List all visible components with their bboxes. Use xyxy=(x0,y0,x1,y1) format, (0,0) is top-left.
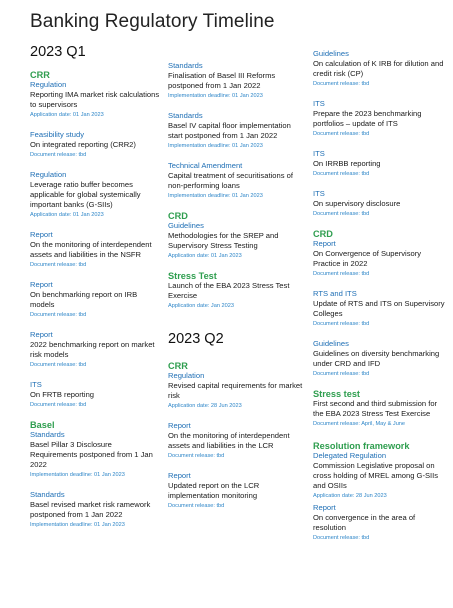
timeline-entry xyxy=(30,130,160,160)
entry-text: On benchmarking report on IRB models xyxy=(30,290,138,309)
entry-text: On integrated reporting (CRR2) xyxy=(30,140,136,149)
entry-text: Prepare the 2023 benchmarking portfolios – update of ITS xyxy=(313,109,422,128)
entry-date: Application date: 28 Jun 2023 xyxy=(313,493,387,499)
entry-date: Application date: 28 Jun 2023 xyxy=(168,403,242,409)
entry-date: Document release: tbd xyxy=(168,453,225,459)
group-stress-test: Stress Test xyxy=(168,271,217,281)
timeline-entry xyxy=(313,399,445,429)
group-crd: CRD xyxy=(313,229,333,239)
group-crr: CRR xyxy=(30,70,50,80)
entry-date: Document release: tbd xyxy=(30,262,87,268)
column-2 xyxy=(168,61,306,521)
entry-category: Report xyxy=(30,230,53,239)
timeline-entry xyxy=(30,230,160,270)
timeline-entry xyxy=(168,371,306,411)
entry-text: 2022 benchmarking report on market risk models xyxy=(30,340,155,359)
timeline-entry xyxy=(168,111,306,151)
entry-text: Leverage ratio buffer becomes applicable for global systemically important banks (G-SIIs) xyxy=(30,180,141,209)
entry-text: Basel IV capital floor implementation start postponed from 1 Jan 2022 xyxy=(168,121,291,140)
entry-text: Capital treatment of securitisations of non-performing loans xyxy=(168,171,293,190)
entry-date: Document release: tbd xyxy=(313,211,370,217)
entry-date: Document release: tbd xyxy=(313,321,370,327)
entry-category: RTS and ITS xyxy=(313,289,357,298)
column-1 xyxy=(30,44,160,540)
entry-category: ITS xyxy=(313,149,325,158)
timeline-entry xyxy=(168,281,306,311)
timeline-entry xyxy=(313,503,445,543)
entry-text: Methodologies for the SREP and Supervisory Stress Testing xyxy=(168,231,279,250)
timeline-entry xyxy=(313,49,445,89)
timeline-entry xyxy=(30,80,160,120)
entry-category: Report xyxy=(30,330,53,339)
entry-text: Guidelines on diversity benchmarking under CRD and IFD xyxy=(313,349,440,368)
timeline-entry xyxy=(30,170,160,220)
entry-category: Regulation xyxy=(30,170,67,179)
entry-category: Regulation xyxy=(30,80,67,89)
entry-category: Regulation xyxy=(168,371,205,380)
entry-category: Standards xyxy=(30,430,65,439)
group-resolution-framework: Resolution framework xyxy=(313,441,410,451)
entry-text: Launch of the EBA 2023 Stress Test Exercise xyxy=(168,281,290,300)
entry-category: ITS xyxy=(30,380,42,389)
timeline-entry xyxy=(313,451,445,501)
entry-date: Implementation deadline: 01 Jan 2023 xyxy=(168,143,263,149)
entry-date: Implementation deadline: 01 Jan 2023 xyxy=(30,472,125,478)
entry-category: Delegated Regulation xyxy=(313,451,387,460)
entry-date: Document release: tbd xyxy=(30,362,87,368)
entry-date: Document release: tbd xyxy=(313,271,370,277)
entry-category: Report xyxy=(30,280,53,289)
timeline-entry xyxy=(30,280,160,320)
entry-date: Application date: 01 Jan 2023 xyxy=(30,112,104,118)
timeline-entry xyxy=(168,221,306,261)
entry-date: Document release: tbd xyxy=(168,503,225,509)
entry-date: Document release: tbd xyxy=(313,171,370,177)
entry-category: Technical Amendment xyxy=(168,161,243,170)
entry-text: Basel revised market risk ramework postponed from 1 Jan 2022 xyxy=(30,500,151,519)
entry-category: Report xyxy=(313,503,336,512)
entry-category: Guidelines xyxy=(313,339,349,348)
entry-category: Guidelines xyxy=(168,221,204,230)
entry-date: Document release: tbd xyxy=(30,312,87,318)
timeline-entry xyxy=(313,99,445,139)
entry-date: Application date: Jan 2023 xyxy=(168,303,234,309)
timeline-entry xyxy=(313,339,445,379)
timeline-entry xyxy=(30,380,160,410)
entry-text: Commission Legislative proposal on cross holding of MREL among G-SIIs and OSIIs xyxy=(313,461,439,490)
entry-date: Document release: tbd xyxy=(30,402,87,408)
entry-text: Reporting IMA market risk calculations to supervisors xyxy=(30,90,160,109)
entry-text: On Convergence of Supervisory Practice in 2022 xyxy=(313,249,422,268)
timeline-entry xyxy=(30,490,160,530)
entry-text: On FRTB reporting xyxy=(30,390,95,399)
entry-category: Feasibility study xyxy=(30,130,85,139)
entry-category: ITS xyxy=(313,189,325,198)
timeline-entry xyxy=(168,421,306,461)
entry-date: Implementation deadline: 01 Jan 2023 xyxy=(30,522,125,528)
entry-category: Report xyxy=(168,421,191,430)
entry-text: First second and third submission for the EBA 2023 Stress Test Exercise xyxy=(313,399,438,418)
quarter-heading-q1: 2023 Q1 xyxy=(30,44,86,60)
entry-category: Standards xyxy=(30,490,65,499)
entry-category: Report xyxy=(313,239,336,248)
entry-date: Document release: tbd xyxy=(30,152,87,158)
entry-category: ITS xyxy=(313,99,325,108)
entry-text: Revised capital requirements for market risk xyxy=(168,381,303,400)
entry-category: Report xyxy=(168,471,191,480)
entry-date: Implementation deadline: 01 Jan 2023 xyxy=(168,93,263,99)
timeline-entry xyxy=(313,239,445,279)
group-stress-test: Stress test xyxy=(313,389,360,399)
entry-date: Document release: April, May & June xyxy=(313,421,406,427)
quarter-heading-q2: 2023 Q2 xyxy=(168,331,224,347)
entry-date: Implementation deadline: 01 Jan 2023 xyxy=(168,193,263,199)
entry-category: Standards xyxy=(168,61,203,70)
column-3 xyxy=(313,49,445,553)
entry-date: Document release: tbd xyxy=(313,131,370,137)
entry-text: Finalisation of Basel III Reforms postponed from 1 Jan 2022 xyxy=(168,71,276,90)
entry-text: On IRRBB reporting xyxy=(313,159,381,168)
entry-date: Document release: tbd xyxy=(313,81,370,87)
entry-text: On calculation of K IRB for dilution and credit risk (CP) xyxy=(313,59,444,78)
timeline-entry xyxy=(168,61,306,101)
entry-date: Document release: tbd xyxy=(313,371,370,377)
entry-text: Update of RTS and ITS on Supervisory Colleges xyxy=(313,299,445,318)
timeline-entry xyxy=(313,149,445,179)
page-title: Banking Regulatory Timeline xyxy=(30,11,275,32)
group-basel: Basel xyxy=(30,420,55,430)
entry-category: Standards xyxy=(168,111,203,120)
timeline-entry xyxy=(313,189,445,219)
entry-date: Application date: 01 Jan 2023 xyxy=(30,212,104,218)
timeline-entry xyxy=(30,330,160,370)
timeline-entry xyxy=(30,430,160,480)
timeline-entry xyxy=(168,161,306,201)
entry-category: Guidelines xyxy=(313,49,349,58)
entry-date: Document release: tbd xyxy=(313,535,370,541)
group-crr: CRR xyxy=(168,361,188,371)
timeline-entry xyxy=(168,471,306,511)
entry-text: Updated report on the LCR implementation monitoring xyxy=(168,481,260,500)
entry-text: On the monitoring of interdependent assets and liabilities in the NSFR xyxy=(30,240,152,259)
entry-date: Application date: 01 Jan 2023 xyxy=(168,253,242,259)
entry-text: On supervisory disclosure xyxy=(313,199,401,208)
entry-text: On the monitoring of interdependent assets and liabilities in the LCR xyxy=(168,431,290,450)
group-crd: CRD xyxy=(168,211,188,221)
entry-text: On convergence in the area of resolution xyxy=(313,513,416,532)
entry-text: Basel Pillar 3 Disclosure Requirements postponed from 1 Jan 2022 xyxy=(30,440,153,469)
timeline-entry xyxy=(313,289,445,329)
